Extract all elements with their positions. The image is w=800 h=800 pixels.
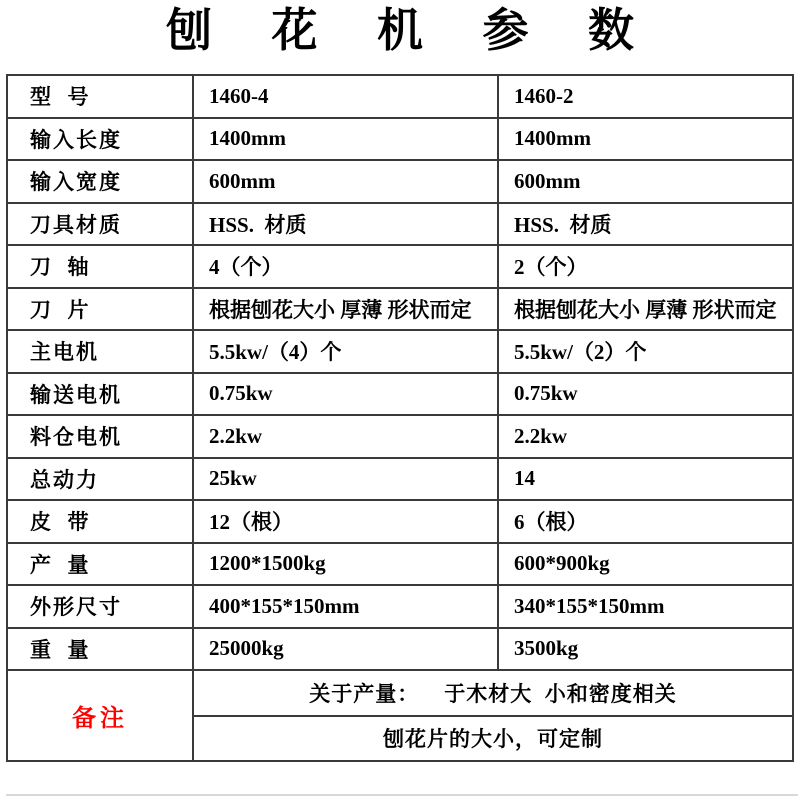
param-label: 刀 轴 <box>7 245 193 288</box>
param-label: 输入长度 <box>7 118 193 161</box>
remark-label: 备注 <box>7 670 193 761</box>
param-value-model-1460-2: 600mm <box>498 160 793 203</box>
spec-table-body <box>7 75 793 761</box>
param-value-model-1460-4: 0.75kw <box>193 373 498 416</box>
param-label: 刀具材质 <box>7 203 193 246</box>
param-label: 外形尺寸 <box>7 585 193 628</box>
param-label: 皮 带 <box>7 500 193 543</box>
param-label: 刀 片 <box>7 288 193 331</box>
param-value-model-1460-2: 1400mm <box>498 118 793 161</box>
remark-row <box>7 670 793 716</box>
table-row <box>7 543 793 586</box>
param-value-model-1460-4: 400*155*150mm <box>193 585 498 628</box>
param-value-model-1460-4: 1200*1500kg <box>193 543 498 586</box>
table-row <box>7 500 793 543</box>
param-label: 产 量 <box>7 543 193 586</box>
table-row <box>7 288 793 331</box>
param-value-model-1460-4: 25000kg <box>193 628 498 671</box>
page-title: 刨 花 机 参 数 <box>166 5 658 56</box>
table-row <box>7 118 793 161</box>
param-label: 主电机 <box>7 330 193 373</box>
param-value-model-1460-2: 14 <box>498 458 793 501</box>
param-value-model-1460-2: 1460-2 <box>498 75 793 118</box>
table-row <box>7 245 793 288</box>
spec-table <box>6 74 794 762</box>
param-value-model-1460-2: 5.5kw/（2）个 <box>498 330 793 373</box>
param-value-model-1460-2: 3500kg <box>498 628 793 671</box>
param-value-model-1460-4: 1400mm <box>193 118 498 161</box>
param-label: 总动力 <box>7 458 193 501</box>
table-row <box>7 585 793 628</box>
param-value-model-1460-2: 0.75kw <box>498 373 793 416</box>
param-value-model-1460-4: 根据刨花大小 厚薄 形状而定 <box>193 288 498 331</box>
param-label: 输入宽度 <box>7 160 193 203</box>
remark-note-2: 刨花片的大小，可定制 <box>193 716 793 762</box>
param-value-model-1460-2: HSS. 材质 <box>498 203 793 246</box>
table-row <box>7 330 793 373</box>
table-row <box>7 458 793 501</box>
param-label: 重 量 <box>7 628 193 671</box>
table-row <box>7 160 793 203</box>
param-value-model-1460-2: 6（根） <box>498 500 793 543</box>
param-value-model-1460-4: 4（个） <box>193 245 498 288</box>
table-row <box>7 628 793 671</box>
param-value-model-1460-4: 25kw <box>193 458 498 501</box>
param-value-model-1460-2: 340*155*150mm <box>498 585 793 628</box>
table-row <box>7 75 793 118</box>
param-value-model-1460-2: 2（个） <box>498 245 793 288</box>
param-value-model-1460-4: 600mm <box>193 160 498 203</box>
table-row <box>7 203 793 246</box>
param-label: 料仓电机 <box>7 415 193 458</box>
param-value-model-1460-4: 5.5kw/（4）个 <box>193 330 498 373</box>
param-value-model-1460-4: 1460-4 <box>193 75 498 118</box>
footer-divider <box>6 794 798 796</box>
param-label: 型 号 <box>7 75 193 118</box>
param-value-model-1460-2: 根据刨花大小 厚薄 形状而定 <box>498 288 793 331</box>
param-value-model-1460-2: 600*900kg <box>498 543 793 586</box>
table-row <box>7 415 793 458</box>
remark-note-1: 关于产量： 于木材大 小和密度相关 <box>193 670 793 716</box>
param-value-model-1460-4: HSS. 材质 <box>193 203 498 246</box>
param-value-model-1460-4: 12（根） <box>193 500 498 543</box>
table-row <box>7 373 793 416</box>
param-value-model-1460-2: 2.2kw <box>498 415 793 458</box>
param-label: 输送电机 <box>7 373 193 416</box>
param-value-model-1460-4: 2.2kw <box>193 415 498 458</box>
